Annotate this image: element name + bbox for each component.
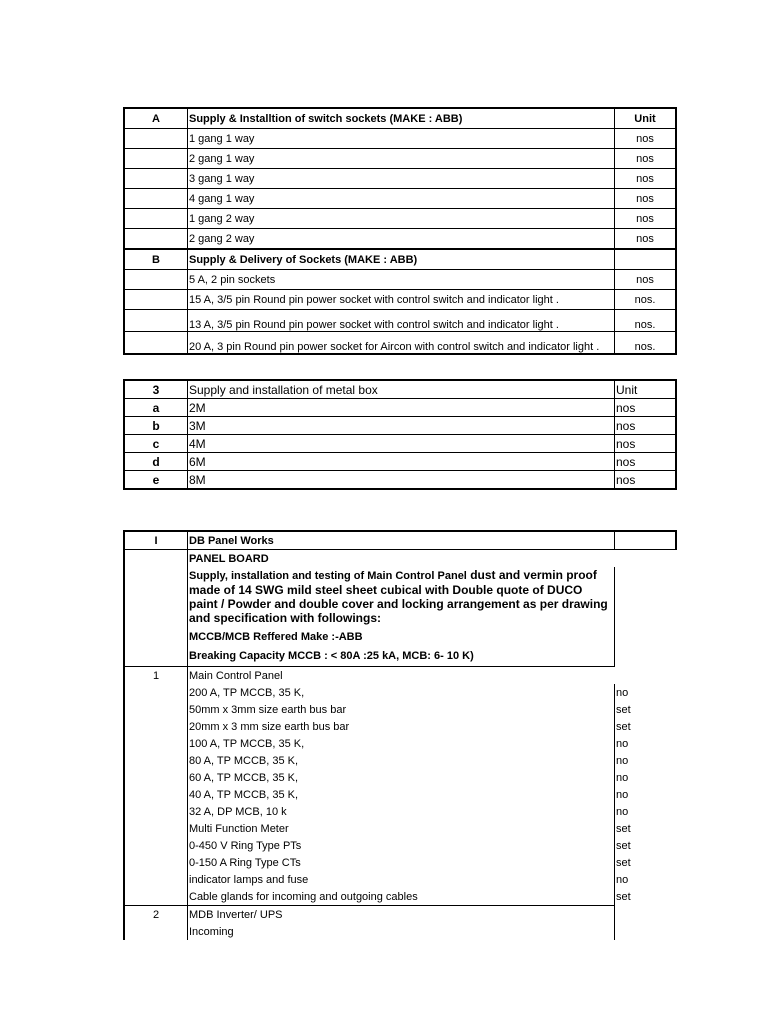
section-id: I [124, 531, 188, 550]
item-label: 3M [188, 417, 615, 435]
table-row [124, 871, 676, 888]
table-row [124, 471, 676, 490]
panel-board-title: PANEL BOARD [189, 552, 269, 565]
item-label: 4M [188, 435, 615, 453]
table-row [124, 803, 676, 820]
make-row [124, 628, 676, 645]
table-row [124, 417, 676, 435]
section-title: Supply & Installtion of switch sockets (MAKE : ABB) [188, 108, 615, 129]
item-unit: no [616, 771, 629, 784]
metal-box-table [123, 379, 677, 490]
item-label: 8M [188, 471, 615, 490]
item-label: 4 gang 1 way [188, 189, 615, 209]
table-row [124, 270, 676, 290]
table-row [124, 290, 676, 310]
item-label: 13 A, 3/5 pin Round pin power socket with control switch and indicator light . [188, 310, 615, 332]
panel-description [188, 567, 615, 628]
section-title: Supply & Delivery of Sockets (MAKE : ABB) [188, 249, 615, 270]
item-unit: set [616, 822, 631, 835]
table-row [124, 752, 676, 769]
description-lead: Supply, installation and testing of Main Control Panel [189, 570, 467, 582]
item-label: 1 gang 1 way [188, 129, 615, 149]
table-row [124, 229, 676, 250]
item-unit: nos [615, 435, 677, 453]
table-row [124, 189, 676, 209]
item-unit: nos [615, 189, 677, 209]
item-label: Multi Function Meter [188, 820, 615, 837]
item-label: 200 A, TP MCCB, 35 K, [188, 684, 615, 701]
section-id: 3 [124, 380, 188, 399]
item-unit: set [616, 720, 631, 733]
item-header-row [124, 667, 676, 685]
item-label: 100 A, TP MCCB, 35 K, [188, 735, 615, 752]
table-row [124, 684, 676, 701]
table-row [124, 888, 676, 906]
table-row [124, 332, 676, 355]
item-id: c [124, 435, 188, 453]
item-label: indicator lamps and fuse [188, 871, 615, 888]
item-id: b [124, 417, 188, 435]
section-id: A [124, 108, 188, 129]
item-unit: nos [615, 453, 677, 471]
item-label: 80 A, TP MCCB, 35 K, [188, 752, 615, 769]
section-b-header-row [124, 249, 676, 270]
item-title: Main Control Panel [188, 667, 615, 685]
table-row [124, 310, 676, 332]
table-row [124, 735, 676, 752]
table-row [124, 209, 676, 229]
item-unit [615, 923, 677, 940]
table-row [124, 854, 676, 871]
item-unit: nos. [615, 332, 677, 355]
item-unit: no [616, 788, 629, 801]
item-label: Incoming [188, 923, 615, 940]
table-row [124, 453, 676, 471]
table-row [124, 718, 676, 735]
unit-header: Unit [615, 108, 677, 129]
item-unit: set [616, 856, 631, 869]
table-header-row [124, 108, 676, 129]
item-header-row [124, 906, 676, 924]
table-row [124, 786, 676, 803]
breaking-capacity-row [124, 645, 676, 667]
table-row [124, 399, 676, 417]
section-id: B [124, 249, 188, 270]
table-row [124, 701, 676, 718]
item-unit: nos [615, 399, 677, 417]
item-unit: no [616, 873, 629, 886]
make-label: MCCB/MCB Reffered Make :-ABB [188, 628, 615, 645]
db-panel-table [123, 530, 677, 940]
item-id: e [124, 471, 188, 490]
item-id: d [124, 453, 188, 471]
table-row [124, 769, 676, 786]
item-number: 2 [124, 906, 188, 924]
item-label: 2M [188, 399, 615, 417]
table-row [124, 129, 676, 149]
table-header-row [124, 531, 676, 550]
breaking-capacity-label: Breaking Capacity MCCB : < 80A :25 kA, MCB: 6- 10 K) [188, 645, 615, 667]
item-unit: nos. [615, 290, 677, 310]
item-unit: nos [615, 471, 677, 490]
item-label: 0-450 V Ring Type PTs [188, 837, 615, 854]
section-title: DB Panel Works [188, 531, 615, 550]
item-label: 15 A, 3/5 pin Round pin power socket with control switch and indicator light . [188, 290, 615, 310]
item-title: MDB Inverter/ UPS [188, 906, 615, 924]
description-row [124, 567, 676, 628]
item-unit: nos [615, 270, 677, 290]
item-label: 6M [188, 453, 615, 471]
item-label: 60 A, TP MCCB, 35 K, [188, 769, 615, 786]
item-unit: nos [615, 149, 677, 169]
item-label: Cable glands for incoming and outgoing cables [188, 888, 615, 906]
item-label: 0-150 A Ring Type CTs [188, 854, 615, 871]
table-header-row [124, 380, 676, 399]
table-row [124, 169, 676, 189]
table-row [124, 149, 676, 169]
table-row [124, 837, 676, 854]
item-unit: set [616, 703, 631, 716]
item-label: 5 A, 2 pin sockets [188, 270, 615, 290]
item-number: 1 [124, 667, 188, 685]
item-unit: no [616, 737, 629, 750]
table-row [124, 820, 676, 837]
switch-sockets-table [123, 107, 677, 355]
item-unit: set [616, 839, 631, 852]
item-label: 32 A, DP MCB, 10 k [188, 803, 615, 820]
item-unit: no [616, 805, 629, 818]
item-unit: nos [615, 129, 677, 149]
item-label: 1 gang 2 way [188, 209, 615, 229]
item-unit: set [616, 890, 631, 903]
item-label: 40 A, TP MCCB, 35 K, [188, 786, 615, 803]
item-label: 2 gang 2 way [188, 229, 615, 250]
description-rest: dust and vermin proof made of 14 SWG mild steel sheet cubical with Double quote of DUCO paint / Powder and double cover and locking arrangement as per drawing and specification with followings: [189, 568, 608, 625]
item-id: a [124, 399, 188, 417]
item-label: 50mm x 3mm size earth bus bar [188, 701, 615, 718]
unit-header: Unit [615, 380, 677, 399]
item-label: 20 A, 3 pin Round pin power socket for Aircon with control switch and indicator light . [188, 332, 615, 355]
section-title: Supply and installation of metal box [188, 380, 615, 399]
item-label: 3 gang 1 way [188, 169, 615, 189]
item-unit: nos [615, 209, 677, 229]
item-unit: nos [615, 169, 677, 189]
panel-board-row [124, 550, 676, 568]
item-unit: nos. [615, 310, 677, 332]
table-row [124, 435, 676, 453]
item-unit: nos [615, 417, 677, 435]
table-row [124, 923, 676, 940]
item-unit: no [616, 686, 629, 699]
item-label: 2 gang 1 way [188, 149, 615, 169]
item-unit: nos [615, 229, 677, 250]
item-unit: no [616, 754, 629, 767]
item-label: 20mm x 3 mm size earth bus bar [188, 718, 615, 735]
